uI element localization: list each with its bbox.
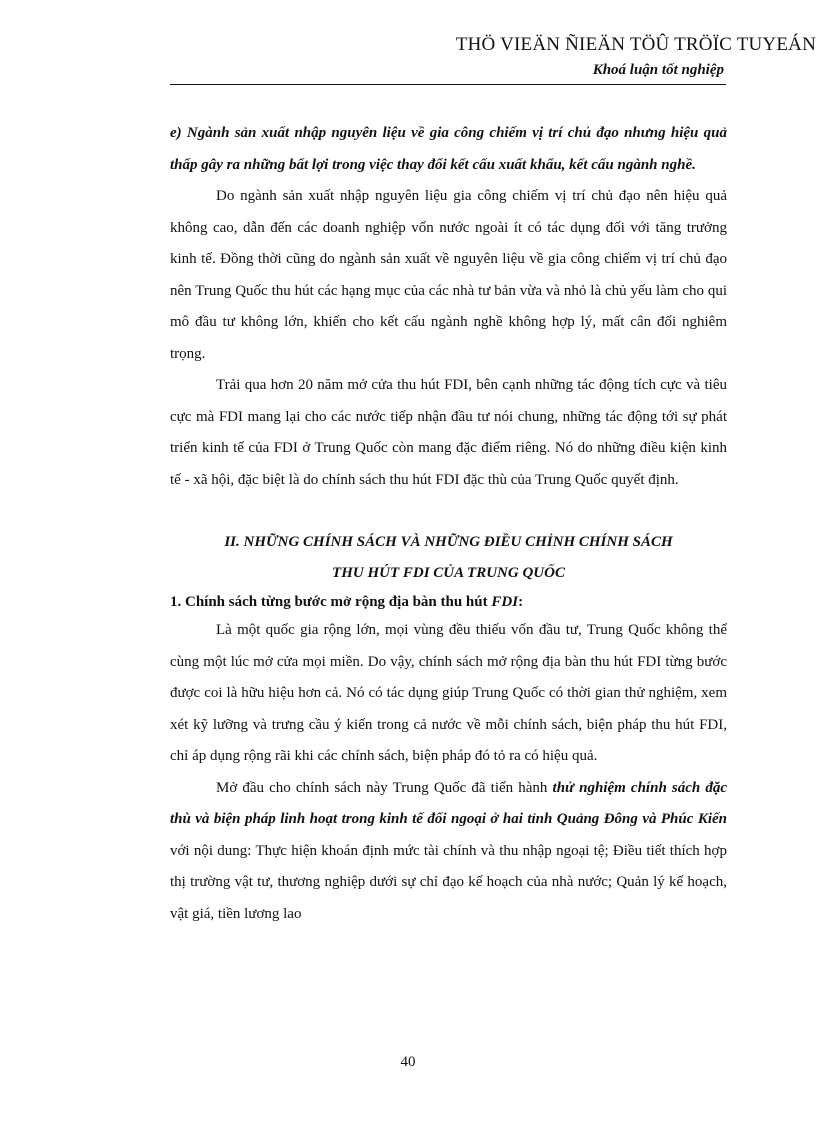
paragraph-4	[170, 773, 727, 931]
paragraph-4-rest: với nội dung: Thực hiện khoán định mức tài chính và thu nhập ngoại tệ; Điều tiết thích hợp thị trường vật tư, thương nghiệp dưới sự chỉ đạo kế hoạch của nhà nước; Quản lý kế hoạch, vật giá, tiền lương lao	[170, 842, 727, 922]
subheading-colon: :	[518, 594, 524, 610]
section-title	[170, 527, 727, 589]
paragraph-1: Do ngành sản xuất nhập nguyên liệu gia công chiếm vị trí chủ đạo nên hiệu quả không cao, dẫn đến các doanh nghiệp vốn nước ngoài ít có tác dụng đối với tăng trưởng kinh tế. Đồng thời cũng do ngành sản xuất về nguyên liệu về gia công chiếm vị trí chủ đạo nên Trung Quốc thu hút các hạng mục của các nhà tư bản vừa và nhỏ là chủ yếu làm cho qui mô đầu tư không lớn, khiến cho kết cấu ngành nghề không hợp lý, mất cân đối nghiêm trọng.	[170, 188, 727, 362]
subheading-text: 1. Chính sách từng bước mở rộng địa bàn thu hút	[170, 594, 492, 610]
heading-e: e) Ngành sản xuất nhập nguyên liệu về gia công chiếm vị trí chủ đạo nhưng hiệu quả thấp gây ra những bất lợi trong việc thay đổi kết cấu xuất khẩu, kết cấu ngành nghề.	[170, 125, 727, 173]
paragraph-4-start: Mở đầu cho chính sách này Trung Quốc đã tiến hành	[216, 779, 553, 796]
body-text	[170, 118, 727, 930]
header-title: THÖ VIEÄN ÑIEÄN TÖÛ TRÖÏC TUYEÁN	[455, 34, 816, 55]
paragraph-2: Trải qua hơn 20 năm mở cửa thu hút FDI, bên cạnh những tác động tích cực và tiêu cực mà FDI mang lại cho các nước tiếp nhận đầu tư nói chung, những tác động tới sự phát triển kinh tế của FDI ở Trung Quốc còn mang đặc điểm riêng. Nó do những điều kiện kinh tế - xã hội, đặc biệt là do chính sách thu hút FDI đặc thù của Trung Quốc quyết định.	[170, 377, 727, 488]
header-subtitle: Khoá luận tốt nghiệp	[592, 62, 724, 78]
paragraph-4-emphasis: thử nghiệm chính sách đặc thù và biện pháp linh hoạt trong kinh tế đối ngoại ở hai tỉnh Quảng Đông và Phúc Kiến	[170, 779, 727, 827]
paragraph-3: Là một quốc gia rộng lớn, mọi vùng đều thiếu vốn đầu tư, Trung Quốc không thể cùng một lúc mở cửa mọi miền. Do vậy, chính sách mở rộng địa bàn thu hút FDI từng bước được coi là hữu hiệu hơn cả. Nó có tác dụng giúp Trung Quốc có thời gian thử nghiệm, xem xét kỹ lưỡng và trưng cầu ý kiến trong cả nước về mỗi chính sách, biện pháp thu hút FDI, chỉ áp dụng rộng rãi khi các chính sách, biện pháp đó tỏ ra có hiệu quả.	[170, 622, 727, 764]
section-title-line-1: II. NHỮNG CHÍNH SÁCH VÀ NHỮNG ĐIỀU CHỈNH CHÍNH SÁCH	[224, 534, 673, 550]
spacer	[170, 496, 727, 527]
header-rule	[170, 84, 726, 85]
page-number: 40	[400, 1054, 416, 1070]
subheading-1	[170, 589, 727, 615]
subheading-emphasis: FDI	[491, 594, 519, 610]
section-title-line-2: THU HÚT FDI CỦA TRUNG QUỐC	[332, 565, 565, 581]
